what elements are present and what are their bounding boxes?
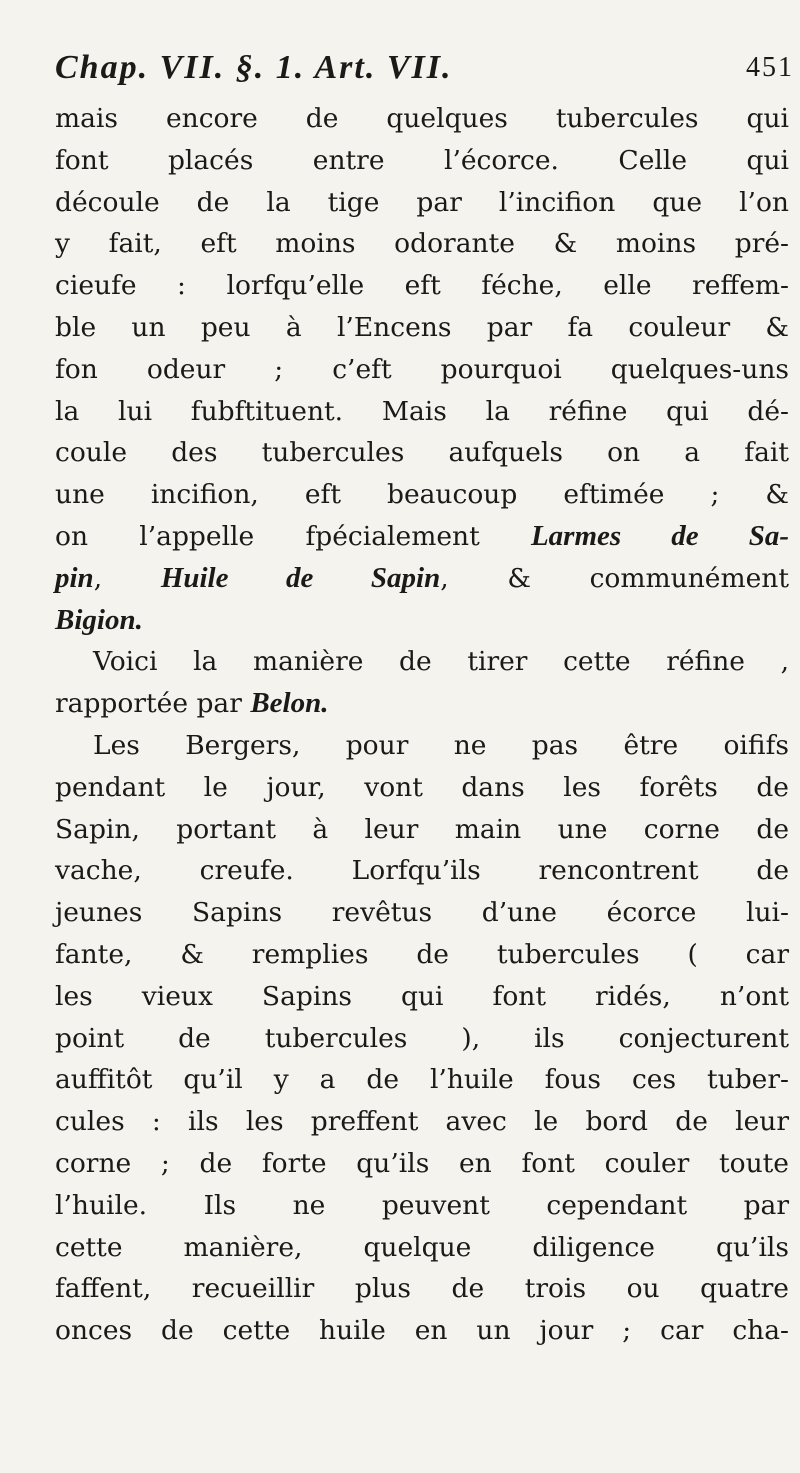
text-segment: auffitôt qu’il y a de l’huile fous ces tuber- — [55, 1064, 789, 1096]
text-segment: corne ; de forte qu’ils en font couler toute — [55, 1147, 789, 1179]
text-line — [55, 1059, 789, 1101]
text-line — [55, 1185, 789, 1227]
running-title: Chap. VII. §. 1. Art. VII. — [55, 49, 453, 86]
text-segment: ble un peu à l’Encens par fa couleur & — [55, 311, 789, 343]
italic-text: Bigion. — [55, 603, 143, 636]
text-segment: font placés entre l’écorce. Celle qui — [55, 144, 789, 176]
italic-text: Larmes de Sa- — [530, 519, 789, 552]
text-line — [55, 892, 789, 934]
text-line — [55, 976, 789, 1018]
text-segment: onces de cette huile en un jour ; car cha- — [55, 1315, 789, 1347]
text-segment: découle de la tige par l’incifion que l’on — [55, 186, 789, 218]
text-line — [55, 1268, 789, 1310]
text-line — [55, 683, 789, 725]
text-segment: on l’appelle fpécialement — [55, 520, 531, 552]
italic-text: pin — [55, 561, 94, 594]
text-line — [55, 850, 789, 892]
text-line — [55, 934, 789, 976]
text-line — [55, 641, 789, 683]
body-text — [55, 98, 789, 1352]
text-line — [55, 349, 789, 391]
text-line — [55, 1018, 789, 1060]
text-segment: l’huile. Ils ne peuvent cependant par — [55, 1189, 789, 1221]
text-segment: rapportée par — [55, 688, 251, 720]
text-line — [55, 265, 789, 307]
text-line — [55, 391, 789, 433]
italic-text: Huile de Sapin — [160, 561, 441, 594]
text-line — [55, 474, 789, 516]
text-line — [55, 725, 789, 767]
text-segment: Voici la manière de tirer cette réfine , — [93, 646, 789, 678]
text-line — [55, 558, 789, 600]
text-segment: point de tubercules ), ils conjecturent — [55, 1022, 789, 1054]
text-line — [55, 140, 789, 182]
text-segment: cules : ils les preffent avec le bord de leur — [55, 1106, 789, 1138]
text-line — [55, 1227, 789, 1269]
text-line — [55, 307, 789, 349]
text-line — [55, 1101, 789, 1143]
text-line — [55, 1143, 789, 1185]
text-segment: les vieux Sapins qui font ridés, n’ont — [55, 980, 789, 1012]
text-segment: la lui fubftituent. Mais la réfine qui dé- — [55, 395, 789, 427]
text-segment: mais encore de quelques tubercules qui — [55, 103, 789, 134]
text-segment: coule des tubercules aufquels on a fait — [55, 437, 789, 469]
text-line — [55, 223, 789, 265]
text-line — [55, 767, 789, 809]
text-line — [55, 98, 789, 140]
text-segment: faffent, recueillir plus de trois ou quatre — [55, 1273, 789, 1305]
text-segment: vache, creufe. Lorfqu’ils rencontrent de — [55, 855, 789, 887]
text-segment: cette manière, quelque diligence qu’ils — [55, 1231, 789, 1263]
text-segment: y fait, eft moins odorante & moins pré- — [55, 228, 789, 260]
text-segment: Les Bergers, pour ne pas être oififs — [93, 729, 789, 761]
text-line — [55, 809, 789, 851]
text-line — [55, 432, 789, 474]
text-line — [55, 182, 789, 224]
text-line — [55, 1310, 789, 1352]
text-line — [55, 516, 789, 558]
text-line — [55, 600, 789, 642]
text-segment: pendant le jour, vont dans les forêts de — [55, 771, 789, 803]
text-segment: jeunes Sapins revêtus d’une écorce lui- — [55, 897, 789, 929]
page-number: 451 — [746, 52, 794, 83]
running-head — [55, 40, 800, 96]
text-segment: Sapin, portant à leur main une corne de — [55, 813, 789, 845]
text-segment: fante, & remplies de tubercules ( car — [55, 938, 789, 970]
text-segment: cieufe : lorfqu’elle eft féche, elle reffem- — [55, 270, 789, 302]
italic-text: Belon. — [250, 687, 329, 720]
text-segment: une incifion, eft beaucoup eftimée ; & — [55, 479, 789, 511]
text-segment: , — [93, 562, 161, 594]
text-segment: fon odeur ; c’eft pourquoi quelques-uns — [55, 353, 789, 385]
text-segment: , & communément — [440, 562, 789, 594]
